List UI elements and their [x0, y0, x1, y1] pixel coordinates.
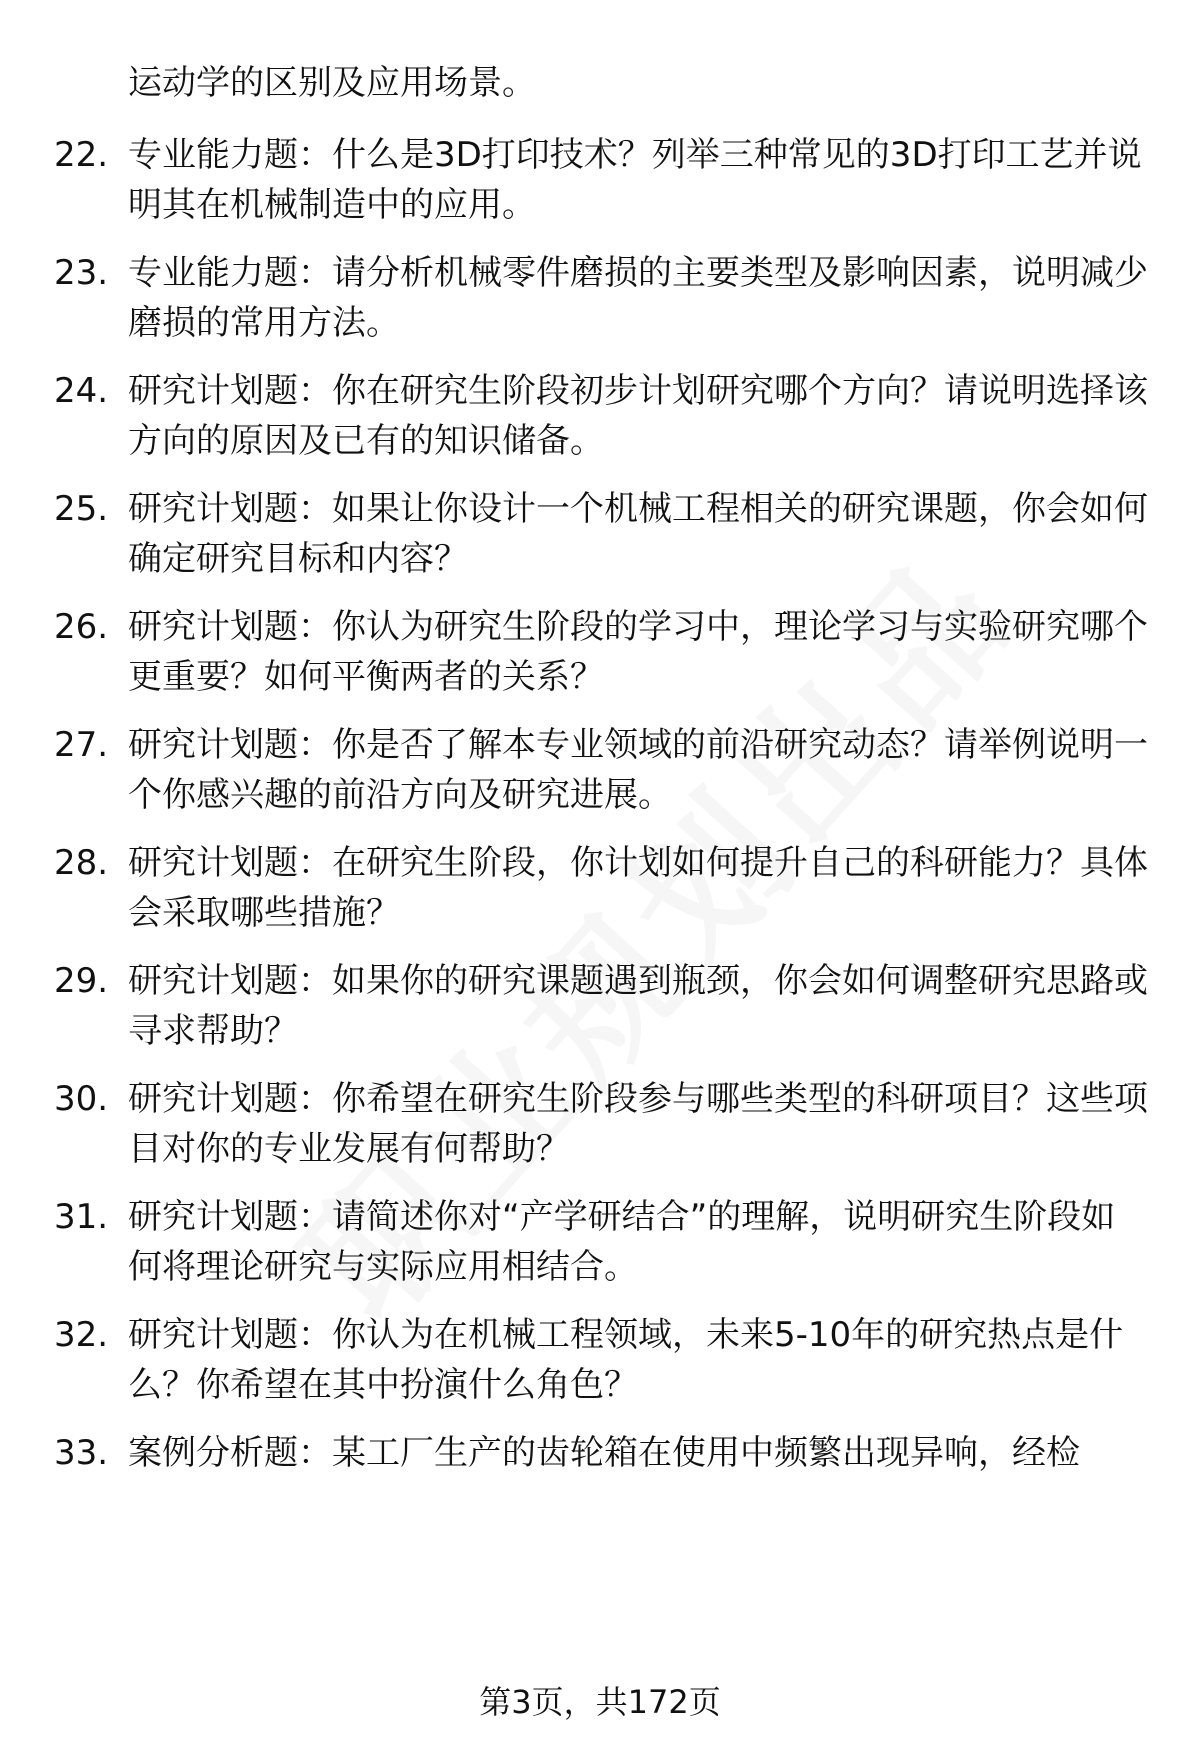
- question-text: 研究计划题：请简述你对“产学研结合”的理解，说明研究生阶段如何将理论研究与实际应用相结合。: [128, 1197, 1116, 1287]
- question-text: 专业能力题：请分析机械零件磨损的主要类型及影响因素，说明减少磨损的常用方法。: [128, 253, 1148, 343]
- question-number: 27.: [54, 725, 109, 765]
- question-item: [0, 1074, 1200, 1184]
- question-item: [0, 720, 1200, 830]
- question-number: 33.: [54, 1433, 109, 1473]
- question-text: 研究计划题：你认为研究生阶段的学习中，理论学习与实验研究哪个更重要？如何平衡两者的关系？: [128, 607, 1148, 697]
- question-text: 研究计划题：你是否了解本专业领域的前沿研究动态？请举例说明一个你感兴趣的前沿方向及研究进展。: [128, 725, 1148, 815]
- question-item: [0, 838, 1200, 948]
- question-text: 研究计划题：你希望在研究生阶段参与哪些类型的科研项目？这些项目对你的专业发展有何帮助？: [128, 1079, 1148, 1169]
- question-number: 32.: [54, 1315, 109, 1355]
- question-number: 25.: [54, 489, 109, 529]
- question-item: [0, 248, 1200, 358]
- question-text: 专业能力题：什么是3D打印技术？列举三种常见的3D打印工艺并说明其在机械制造中的应用。: [128, 135, 1142, 225]
- question-item: [0, 956, 1200, 1066]
- question-number: 31.: [54, 1197, 109, 1237]
- question-text: 研究计划题：你在研究生阶段初步计划研究哪个方向？请说明选择该方向的原因及已有的知识储备。: [128, 371, 1148, 461]
- question-text: 研究计划题：在研究生阶段，你计划如何提升自己的科研能力？具体会采取哪些措施？: [128, 843, 1148, 933]
- question-text: 案例分析题：某工厂生产的齿轮箱在使用中频繁出现异响，经检: [128, 1433, 1080, 1473]
- question-text: 研究计划题：你认为在机械工程领域，未来5-10年的研究热点是什么？你希望在其中扮演什么角色？: [128, 1315, 1124, 1405]
- continuation-text: 运动学的区别及应用场景。: [128, 63, 536, 103]
- question-item: [0, 130, 1200, 240]
- question-text: 研究计划题：如果你的研究课题遇到瓶颈，你会如何调整研究思路或寻求帮助？: [128, 961, 1148, 1051]
- question-item: [0, 1192, 1200, 1302]
- question-number: 28.: [54, 843, 109, 883]
- question-number: 23.: [54, 253, 109, 293]
- question-item: [0, 1428, 1200, 1488]
- question-item: [0, 1310, 1200, 1420]
- question-item: [0, 484, 1200, 594]
- question-number: 30.: [54, 1079, 109, 1119]
- question-item: [0, 602, 1200, 712]
- question-item: [0, 366, 1200, 476]
- question-number: 26.: [54, 607, 109, 647]
- question-number: 22.: [54, 135, 109, 175]
- question-number: 29.: [54, 961, 109, 1001]
- question-text: 研究计划题：如果让你设计一个机械工程相关的研究课题，你会如何确定研究目标和内容？: [128, 489, 1148, 579]
- question-number: 24.: [54, 371, 109, 411]
- page-footer: 第3页，共172页: [479, 1683, 721, 1721]
